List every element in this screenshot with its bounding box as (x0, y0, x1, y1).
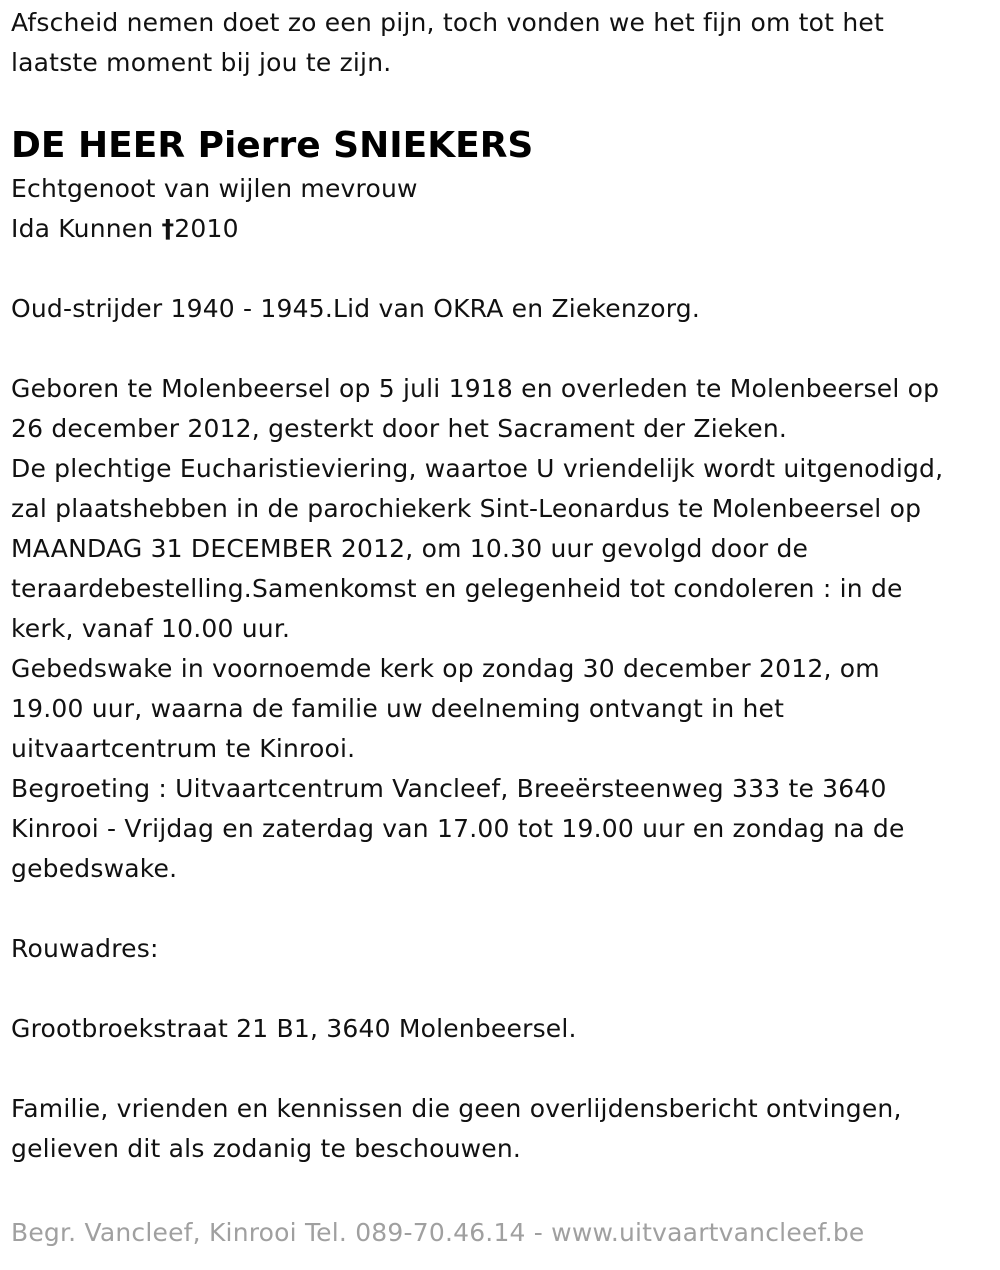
intro-line: laatste moment bij jou te zijn. (11, 48, 392, 77)
mourning-address: Grootbroekstraat 21 B1, 3640 Molenbeersel. (11, 1014, 577, 1043)
body-line: 26 december 2012, gesterkt door het Sacrament der Zieken. (11, 414, 788, 443)
deceased-name: DE HEER Pierre SNIEKERS (11, 125, 534, 166)
body-line: Begroeting : Uitvaartcentrum Vancleef, Breeërsteenweg 333 te 3640 (11, 774, 887, 803)
cross-icon: † (161, 214, 175, 243)
spouse-death-year: 2010 (174, 214, 239, 243)
spouse-line: Echtgenoot van wijlen mevrouw (11, 174, 418, 203)
closing-line: gelieven dit als zodanig te beschouwen. (11, 1134, 522, 1163)
body-line: kerk, vanaf 10.00 uur. (11, 614, 291, 643)
spacer (11, 889, 996, 929)
body-line: MAANDAG 31 DECEMBER 2012, om 10.30 uur gevolgd door de (11, 534, 809, 563)
body-line: De plechtige Eucharistieviering, waartoe U vriendelijk wordt uitgenodigd, (11, 454, 944, 483)
spouse-name-line (11, 209, 996, 249)
spacer (11, 249, 996, 289)
closing-line: Familie, vrienden en kennissen die geen overlijdensbericht ontvingen, (11, 1094, 902, 1123)
body-line: Gebedswake in voornoemde kerk op zondag 30 december 2012, om (11, 654, 880, 683)
spacer (11, 329, 996, 369)
body-line: gebedswake. (11, 854, 178, 883)
spacer (11, 1049, 996, 1089)
mourning-address-label: Rouwadres: (11, 934, 159, 963)
body-line: teraardebestelling.Samenkomst en gelegenheid tot condoleren : in de (11, 574, 903, 603)
body-line: uitvaartcentrum te Kinrooi. (11, 734, 356, 763)
spouse-name: Ida Kunnen (11, 214, 162, 243)
funeral-home-footer: Begr. Vancleef, Kinrooi Tel. 089-70.46.14 - www.uitvaartvancleef.be (11, 1218, 865, 1247)
body-line: Geboren te Molenbeersel op 5 juli 1918 en overleden te Molenbeersel op (11, 374, 940, 403)
intro-line: Afscheid nemen doet zo een pijn, toch vonden we het fijn om tot het (11, 8, 884, 37)
veteran-line: Oud-strijder 1940 - 1945.Lid van OKRA en Ziekenzorg. (11, 294, 700, 323)
body-line: Kinrooi - Vrijdag en zaterdag van 17.00 tot 19.00 uur en zondag na de (11, 814, 905, 843)
obituary-notice (11, 0, 996, 1169)
spacer (11, 969, 996, 1009)
body-text (11, 369, 996, 889)
body-line: 19.00 uur, waarna de familie uw deelneming ontvangt in het (11, 694, 785, 723)
body-line: zal plaatshebben in de parochiekerk Sint-Leonardus te Molenbeersel op (11, 494, 922, 523)
